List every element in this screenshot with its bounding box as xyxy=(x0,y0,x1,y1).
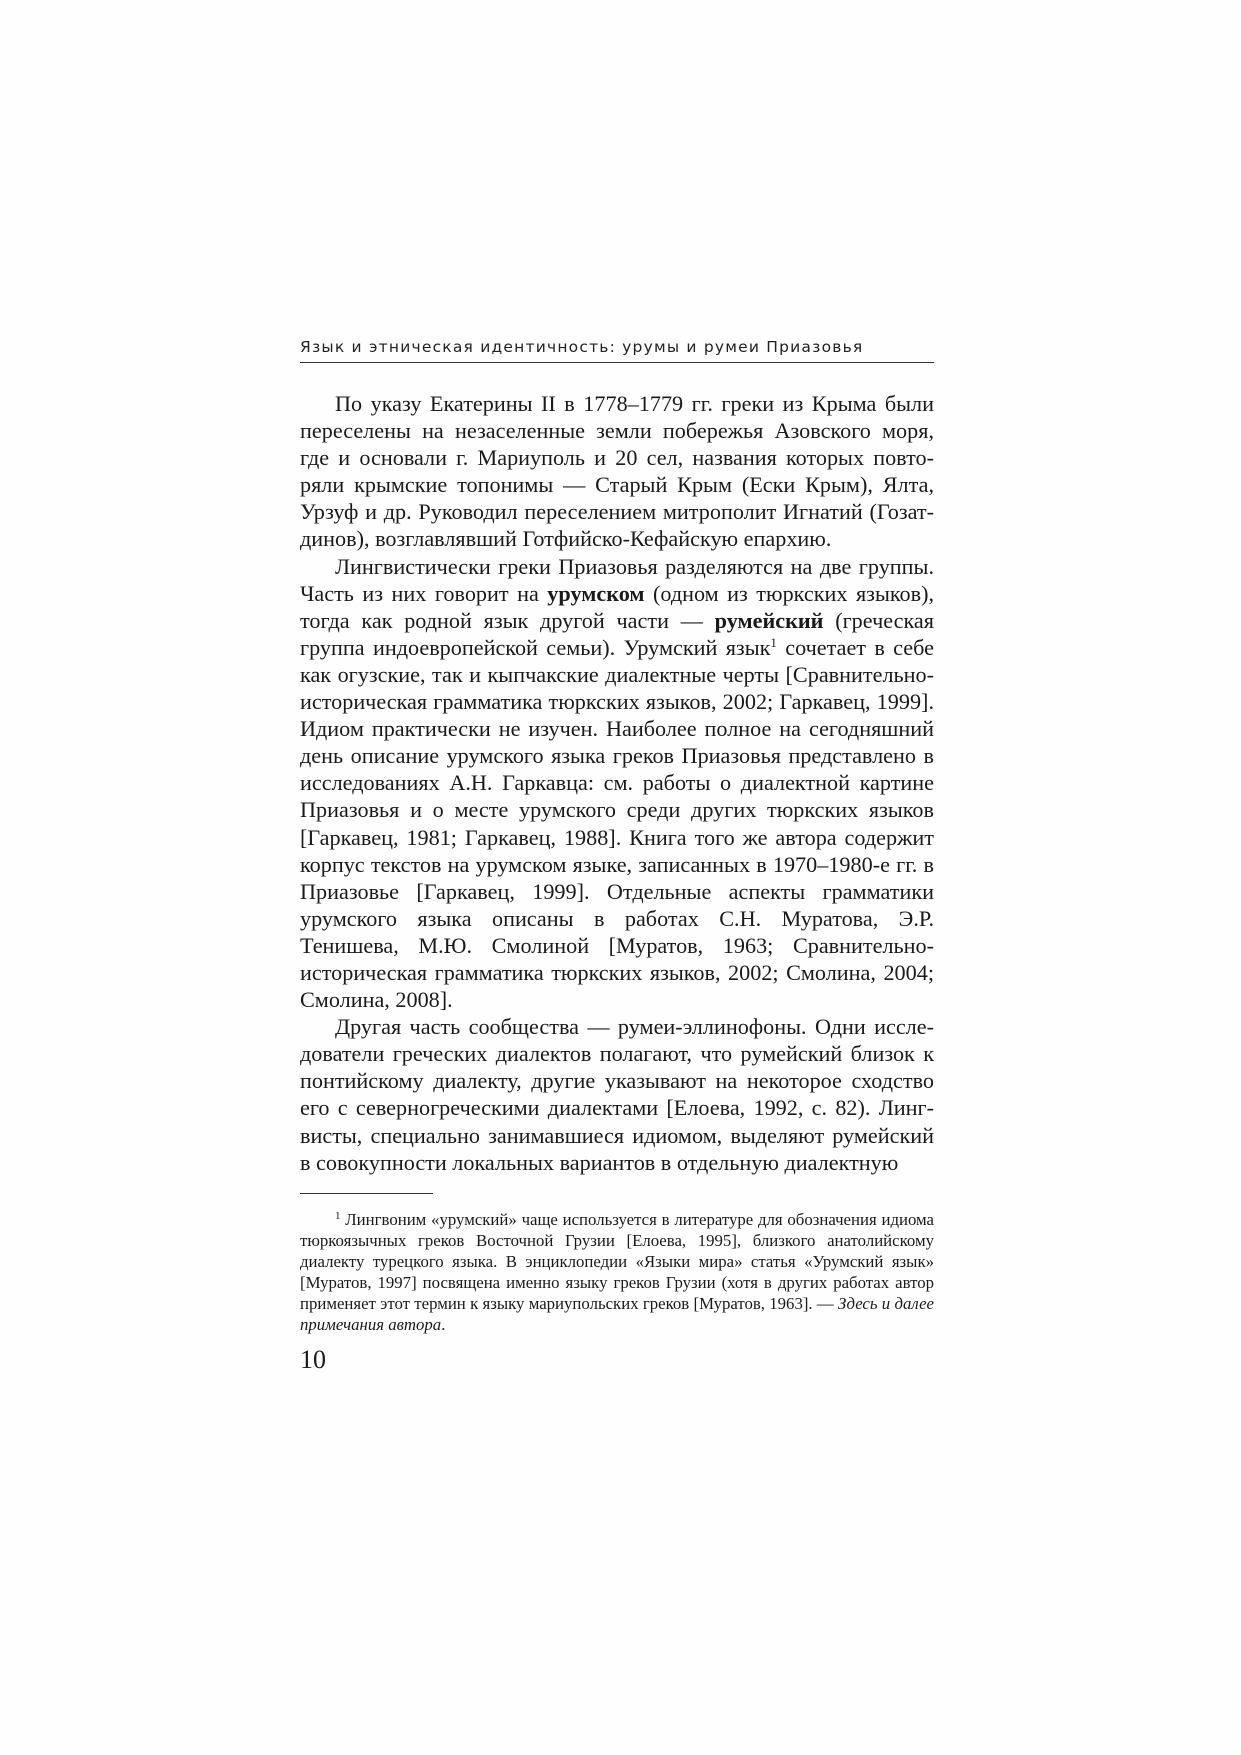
footnote xyxy=(300,1209,934,1335)
footnote-end: . xyxy=(441,1314,446,1334)
footnote-ref[interactable]: 1 xyxy=(770,634,777,650)
paragraph-2-text-1: Лингвистически греки Приазовья разделяются на две группы. Часть из них говорит на xyxy=(300,553,934,606)
paragraph-2-text-3: (греческая группа индоевропейской семьи). Урумский язык xyxy=(300,607,934,660)
footnote-number: 1 xyxy=(335,1209,341,1222)
term-rumei: румейский xyxy=(714,607,824,633)
footnote-italic: Здесь и далее примечания автора xyxy=(300,1293,934,1334)
paragraph-2-text-4: сочетает в себе как огузские, так и кыпчакские диалектные черты [Сравнительно-историческая грамматика тюркских языков, 2002; Гаркавец, 1999]. Идиом практически не изучен. Наиболее полное на сегодняшний день описание урумского языка греков Приазовья представлено в исследованиях А.Н. Гаркавца: см. работы о диалектной картине Приазовья и о месте урумского среди других тюркских языков [Гаркавец, 1981; Гаркавец, 1988]. Книга того же автора содержит корпус текстов на урумском языке, записанных в 1970–1980-е гг. в Приазовье [Гаркавец, 1999]. Отдельные аспекты грамматики урумского языка описаны в работах С.Н. Муратова, Э.Р. Тенишева, М.Ю. Смолиной [Муратов, 1963; Сравнительно-историческая грамматика тюркских языков, 2002; Смолина, 2004; Смолина, 2008]. xyxy=(300,634,934,1013)
paragraph-2 xyxy=(300,553,934,1014)
footnote-text: Лингвоним «урумский» чаще используется в литературе для обозначения идиома тюркоязычных греков Восточной Грузии [Елоева, 1995], близкого анатолийскому диалекту турецкого языка. В энциклопедии «Языки мира» статья «Урумский язык» [Муратов, 1997] посвящена именно языку греков Грузии (хотя в других работах автор применяет этот термин к языку мариупольских греков [Муратов, 1963]. — xyxy=(300,1209,934,1313)
book-page xyxy=(300,338,934,1375)
term-urum: урумском xyxy=(547,580,645,606)
footnote-divider xyxy=(300,1193,433,1194)
body-text xyxy=(300,390,934,1176)
page-number: 10 xyxy=(300,1344,326,1374)
running-head: Язык и этническая идентичность: урумы и румеи Приазовья xyxy=(300,338,934,363)
paragraph-1: По указу Екатерины II в 1778–1779 гг. греки из Крыма были переселены на незаселенные земли побережья Азовского моря, где и основали г. Мариуполь и 20 сел, названия которых повторяли крымские топонимы — Старый Крым (Ески Крым), Ялта, Урзуф и др. Руководил переселением митрополит Игнатий (Гозатдинов), возглавлявший Готфийско-Кефайскую епархию. xyxy=(300,391,934,552)
paragraph-3: Другая часть сообщества — румеи-эллинофоны. Одни исследователи греческих диалектов полагают, что румейский близок к понтийскому диалекту, другие указывают на некоторое сходство его с северногреческими диалектами [Елоева, 1992, с. 82). Лингвисты, специально занимавшиеся идиомом, выделяют румейский в совокупности локальных вариантов в отдельную диалектную xyxy=(300,1014,934,1175)
paragraph-2-text-2: (одном из тюркских языков), тогда как родной язык другой части — xyxy=(300,580,935,633)
